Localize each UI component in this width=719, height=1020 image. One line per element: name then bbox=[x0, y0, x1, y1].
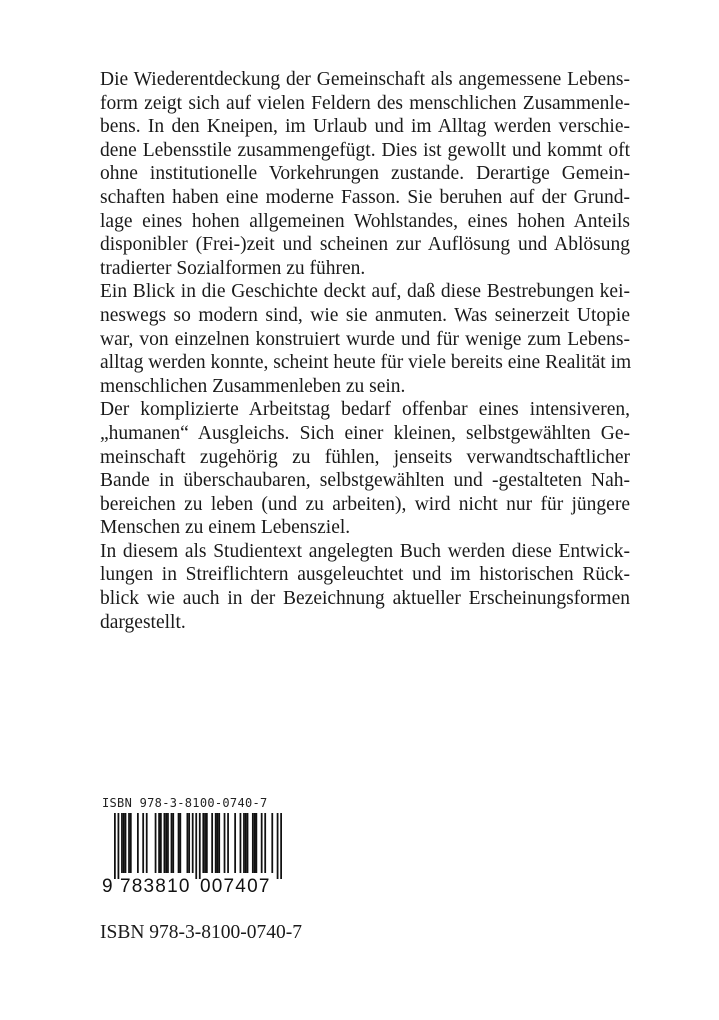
text-line: dargestellt. bbox=[100, 611, 186, 633]
barcode-bar bbox=[167, 813, 169, 873]
isbn-barcode bbox=[100, 796, 286, 900]
text-line: Menschen zu einem Lebensziel. bbox=[100, 517, 351, 539]
barcode-bar bbox=[202, 813, 204, 873]
barcode-bar bbox=[192, 813, 194, 873]
barcode-bar bbox=[123, 813, 125, 873]
barcode-bar bbox=[128, 813, 130, 873]
barcode-bar bbox=[137, 813, 139, 873]
barcode-bar bbox=[252, 813, 254, 873]
text-line: tradierter Sozialformen zu führen. bbox=[100, 257, 366, 279]
barcode-bar bbox=[261, 813, 263, 873]
barcode-bar bbox=[280, 813, 282, 879]
barcode-bar bbox=[245, 813, 247, 873]
barcode-bar bbox=[130, 813, 132, 873]
barcode-bar bbox=[240, 813, 242, 873]
text-line: Bande in überschaubaren, selbstgewählten und -gestalteten Nah- bbox=[100, 470, 630, 492]
text-line: In diesem als Studientext angelegten Buch werden diese Entwick- bbox=[100, 540, 630, 562]
text-line: menschlichen Zusammenleben zu sein. bbox=[100, 375, 406, 397]
text-line: blick wie auch in der Bezeichnung aktueller Erscheinungsformen bbox=[100, 588, 630, 610]
text-line: ohne institutionelle Vorkehrungen zustande. Derartige Gemein- bbox=[100, 163, 630, 185]
barcode-bar bbox=[215, 813, 217, 873]
barcode-bar bbox=[178, 813, 180, 873]
barcode-bar bbox=[255, 813, 257, 873]
text-line: war, von einzelnen konstruiert wurde und für wenige zum Lebens- bbox=[100, 328, 630, 350]
barcode-bar bbox=[243, 813, 245, 873]
text-line: disponibler (Frei-)zeit und scheinen zur Auflösung und Ablösung bbox=[100, 234, 630, 256]
text-line: Ein Blick in die Geschichte deckt auf, daß diese Bestrebungen kei- bbox=[100, 281, 630, 303]
text-line: bereichen zu leben (und zu arbeiten), wird nicht nur für jüngere bbox=[100, 493, 630, 515]
text-line: schaften haben eine moderne Fasson. Sie beruhen auf der Grund- bbox=[100, 186, 630, 208]
text-line: Die Wiederentdeckung der Gemeinschaft als angemessene Lebens- bbox=[100, 69, 630, 90]
text-line: bens. In den Kneipen, im Urlaub und im Alltag werden verschie- bbox=[100, 116, 630, 138]
barcode-bar bbox=[254, 813, 256, 873]
paragraph-4 bbox=[100, 540, 630, 634]
barcode-bar bbox=[118, 813, 120, 879]
blurb-text bbox=[100, 68, 630, 634]
barcode-bar bbox=[204, 813, 206, 873]
barcode-bar bbox=[146, 813, 148, 873]
barcode-bar bbox=[218, 813, 220, 873]
barcode-bar bbox=[187, 813, 189, 873]
barcode-bar bbox=[206, 813, 208, 873]
barcode-bar bbox=[155, 813, 157, 873]
text-line: lage eines hohen allgemeinen Wohlstandes, eines hohen Anteils bbox=[100, 210, 630, 232]
barcode-bar bbox=[224, 813, 226, 873]
barcode-bar bbox=[121, 813, 123, 873]
barcode-bar bbox=[172, 813, 174, 873]
text-line: neswegs so modern sind, wie sie anmuten. Was seinerzeit Utopie bbox=[100, 304, 630, 326]
barcode-bar bbox=[217, 813, 219, 873]
barcode-bar bbox=[160, 813, 162, 873]
paragraph-1 bbox=[100, 68, 630, 280]
text-line: form zeigt sich auf vielen Feldern des menschlichen Zusammenle- bbox=[100, 92, 630, 114]
text-line: lungen in Streiflichtern ausgeleuchtet und im historischen Rück- bbox=[100, 564, 630, 586]
paragraph-3 bbox=[100, 398, 630, 540]
text-line: meinschaft zugehörig zu fühlen, jenseits verwandtschaftlicher bbox=[100, 446, 630, 468]
barcode-bar bbox=[171, 813, 173, 873]
barcode-bar bbox=[164, 813, 166, 873]
text-line: Der komplizierte Arbeitstag bedarf offenbar eines intensiveren, bbox=[100, 399, 630, 421]
barcode-bar bbox=[158, 813, 160, 873]
barcode-bars bbox=[114, 813, 282, 879]
barcode-bar bbox=[165, 813, 167, 873]
barcode-bar bbox=[211, 813, 213, 873]
text-line: dene Lebensstile zusammengefügt. Dies ist gewollt und kommt oft bbox=[100, 139, 630, 161]
isbn-number: ISBN 978-3-8100-0740-7 bbox=[100, 922, 303, 943]
barcode-bar bbox=[114, 813, 116, 879]
barcode-bar bbox=[142, 813, 144, 873]
text-line: „humanen“ Ausgleichs. Sich einer kleinen, selbstgewählten Ge- bbox=[100, 422, 630, 444]
barcode-digits-right: 007407 bbox=[200, 876, 271, 897]
barcode-bar bbox=[264, 813, 266, 873]
barcode-digits-left: 783810 bbox=[120, 876, 191, 897]
barcode-bar bbox=[199, 813, 201, 879]
barcode-isbn-label: ISBN 978-3-8100-0740-7 bbox=[102, 796, 268, 810]
barcode-bar bbox=[195, 813, 197, 879]
barcode-bar bbox=[277, 813, 279, 879]
barcode-bar bbox=[247, 813, 249, 873]
barcode-bar bbox=[188, 813, 190, 873]
barcode-bar bbox=[234, 813, 236, 873]
barcode-bar bbox=[125, 813, 127, 873]
paragraph-2 bbox=[100, 280, 630, 398]
barcode-digit-first: 9 bbox=[102, 876, 113, 897]
barcode-bar bbox=[179, 813, 181, 873]
barcode-bar bbox=[227, 813, 229, 873]
barcode-bar bbox=[271, 813, 273, 873]
text-line: alltag werden konnte, scheint heute für viele bereits eine Realität im bbox=[100, 352, 632, 374]
